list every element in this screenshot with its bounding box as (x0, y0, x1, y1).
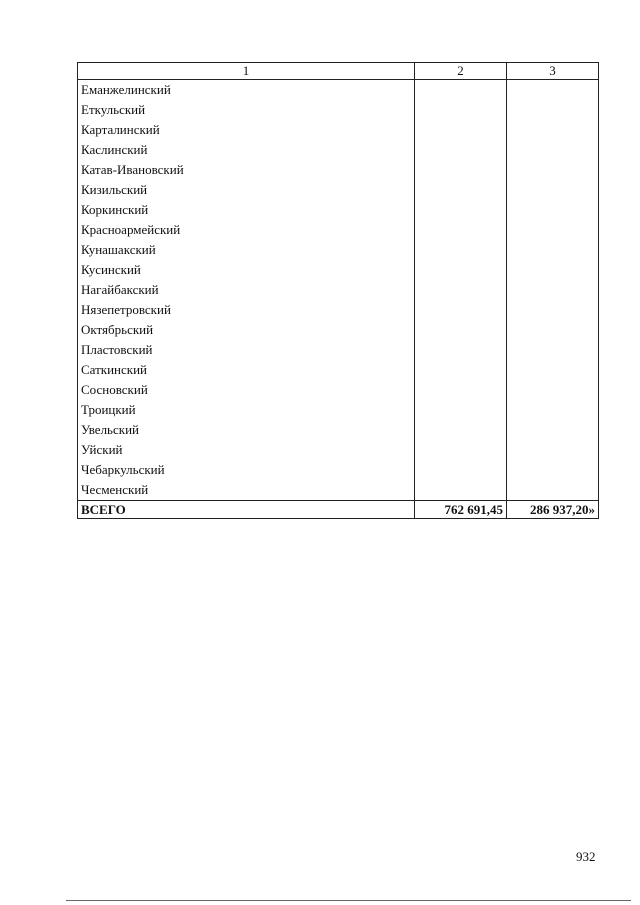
table-row (78, 280, 599, 300)
district-name: Кизильский (78, 180, 415, 200)
col3-cell (507, 240, 599, 260)
col3-cell (507, 120, 599, 140)
col2-cell (415, 320, 507, 340)
total-col2: 762 691,45 (415, 501, 507, 519)
col3-cell (507, 420, 599, 440)
col2-cell (415, 100, 507, 120)
col2-cell (415, 300, 507, 320)
col2-cell (415, 480, 507, 501)
table-row (78, 180, 599, 200)
district-name: Уйский (78, 440, 415, 460)
district-name: Кунашакский (78, 240, 415, 260)
district-name: Нагайбакский (78, 280, 415, 300)
table-row (78, 160, 599, 180)
table-row (78, 120, 599, 140)
col3-cell (507, 460, 599, 480)
col2-cell (415, 360, 507, 380)
table-row (78, 440, 599, 460)
col3-cell (507, 280, 599, 300)
district-name: Карталинский (78, 120, 415, 140)
table-row (78, 360, 599, 380)
district-name: Катав-Ивановский (78, 160, 415, 180)
footer-divider (66, 900, 631, 901)
col3-cell (507, 400, 599, 420)
col3-cell (507, 380, 599, 400)
table-row (78, 260, 599, 280)
col2-cell (415, 160, 507, 180)
district-name: Чебаркульский (78, 460, 415, 480)
district-table (77, 62, 599, 519)
total-row (78, 501, 599, 519)
col2-cell (415, 440, 507, 460)
district-name: Еткульский (78, 100, 415, 120)
col2-cell (415, 140, 507, 160)
col3-cell (507, 300, 599, 320)
col2-cell (415, 420, 507, 440)
district-name: Октябрьский (78, 320, 415, 340)
district-name: Сосновский (78, 380, 415, 400)
district-name: Кусинский (78, 260, 415, 280)
table-row (78, 220, 599, 240)
district-name: Нязепетровский (78, 300, 415, 320)
header-col-3: 3 (507, 63, 599, 80)
col2-cell (415, 400, 507, 420)
page-number: 932 (576, 849, 596, 864)
table-row (78, 460, 599, 480)
table-row (78, 480, 599, 501)
district-name: Троицкий (78, 400, 415, 420)
col2-cell (415, 220, 507, 240)
district-name: Еманжелинский (78, 80, 415, 101)
col2-cell (415, 120, 507, 140)
col2-cell (415, 200, 507, 220)
header-col-1: 1 (78, 63, 415, 80)
header-row (78, 63, 599, 80)
table-row (78, 200, 599, 220)
col3-cell (507, 80, 599, 101)
district-name: Увельский (78, 420, 415, 440)
table-row (78, 320, 599, 340)
col3-cell (507, 320, 599, 340)
col2-cell (415, 340, 507, 360)
table-row (78, 420, 599, 440)
table-row (78, 80, 599, 101)
table-row (78, 340, 599, 360)
district-name: Коркинский (78, 200, 415, 220)
col3-cell (507, 180, 599, 200)
col3-cell (507, 100, 599, 120)
table-row (78, 240, 599, 260)
table-row (78, 300, 599, 320)
col3-cell (507, 360, 599, 380)
district-name: Каслинский (78, 140, 415, 160)
col2-cell (415, 280, 507, 300)
col3-cell (507, 440, 599, 460)
col3-cell (507, 200, 599, 220)
col3-cell (507, 140, 599, 160)
col2-cell (415, 380, 507, 400)
col3-cell (507, 160, 599, 180)
col3-cell (507, 480, 599, 501)
col2-cell (415, 240, 507, 260)
table-row (78, 140, 599, 160)
total-label: ВСЕГО (78, 501, 415, 519)
header-col-2: 2 (415, 63, 507, 80)
table-row (78, 100, 599, 120)
col3-cell (507, 220, 599, 240)
col2-cell (415, 80, 507, 101)
col3-cell (507, 340, 599, 360)
table-row (78, 400, 599, 420)
table-row (78, 380, 599, 400)
col3-cell (507, 260, 599, 280)
district-name: Чесменский (78, 480, 415, 501)
col2-cell (415, 180, 507, 200)
district-name: Пластовский (78, 340, 415, 360)
district-name: Красноармейский (78, 220, 415, 240)
col2-cell (415, 260, 507, 280)
col2-cell (415, 460, 507, 480)
district-name: Саткинский (78, 360, 415, 380)
total-col3: 286 937,20» (507, 501, 599, 519)
